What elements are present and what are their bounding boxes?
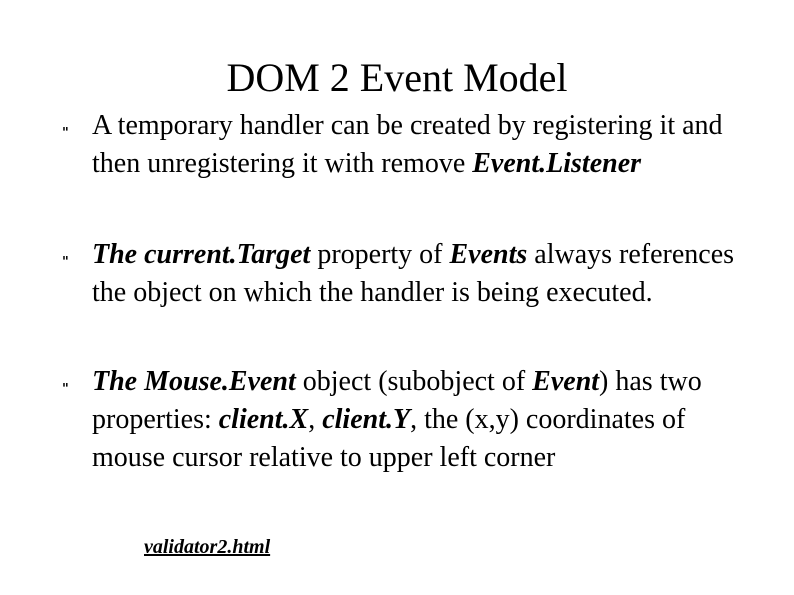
bullet-text bbox=[92, 107, 752, 183]
bullet-text-segment: , the (x,y) coordinates of mouse cursor relative to upper left corner bbox=[92, 404, 686, 473]
bullet-text-segment: A temporary handler can be created by registering it and then unregistering it with remove bbox=[92, 110, 723, 179]
emphasized-term: The current.Target bbox=[92, 239, 311, 270]
emphasized-term: Events bbox=[449, 239, 528, 270]
bullet-text-segment: ) has two properties: bbox=[92, 366, 702, 435]
emphasized-term: client.Y bbox=[322, 404, 411, 435]
bullet-text bbox=[92, 236, 752, 312]
emphasized-term: Event.Listener bbox=[472, 148, 642, 179]
bullet-text-segment: property of bbox=[310, 239, 450, 270]
bullet-marker: " bbox=[62, 382, 69, 397]
slide-title: DOM 2 Event Model bbox=[226, 55, 568, 100]
emphasized-term: The Mouse.Event bbox=[92, 366, 296, 397]
bullet-text bbox=[92, 363, 752, 477]
bullet-text-segment: object (subobject of bbox=[295, 366, 533, 397]
bullet-marker: " bbox=[62, 255, 69, 270]
bullet-text-segment: , bbox=[308, 404, 323, 435]
validator-link[interactable]: validator2.html bbox=[144, 536, 271, 558]
emphasized-term: client.X bbox=[218, 404, 309, 435]
bullet-marker: " bbox=[62, 126, 69, 141]
emphasized-term: Event bbox=[532, 366, 600, 397]
bullet-text-segment: always references the object on which the handler is being executed. bbox=[92, 239, 735, 308]
